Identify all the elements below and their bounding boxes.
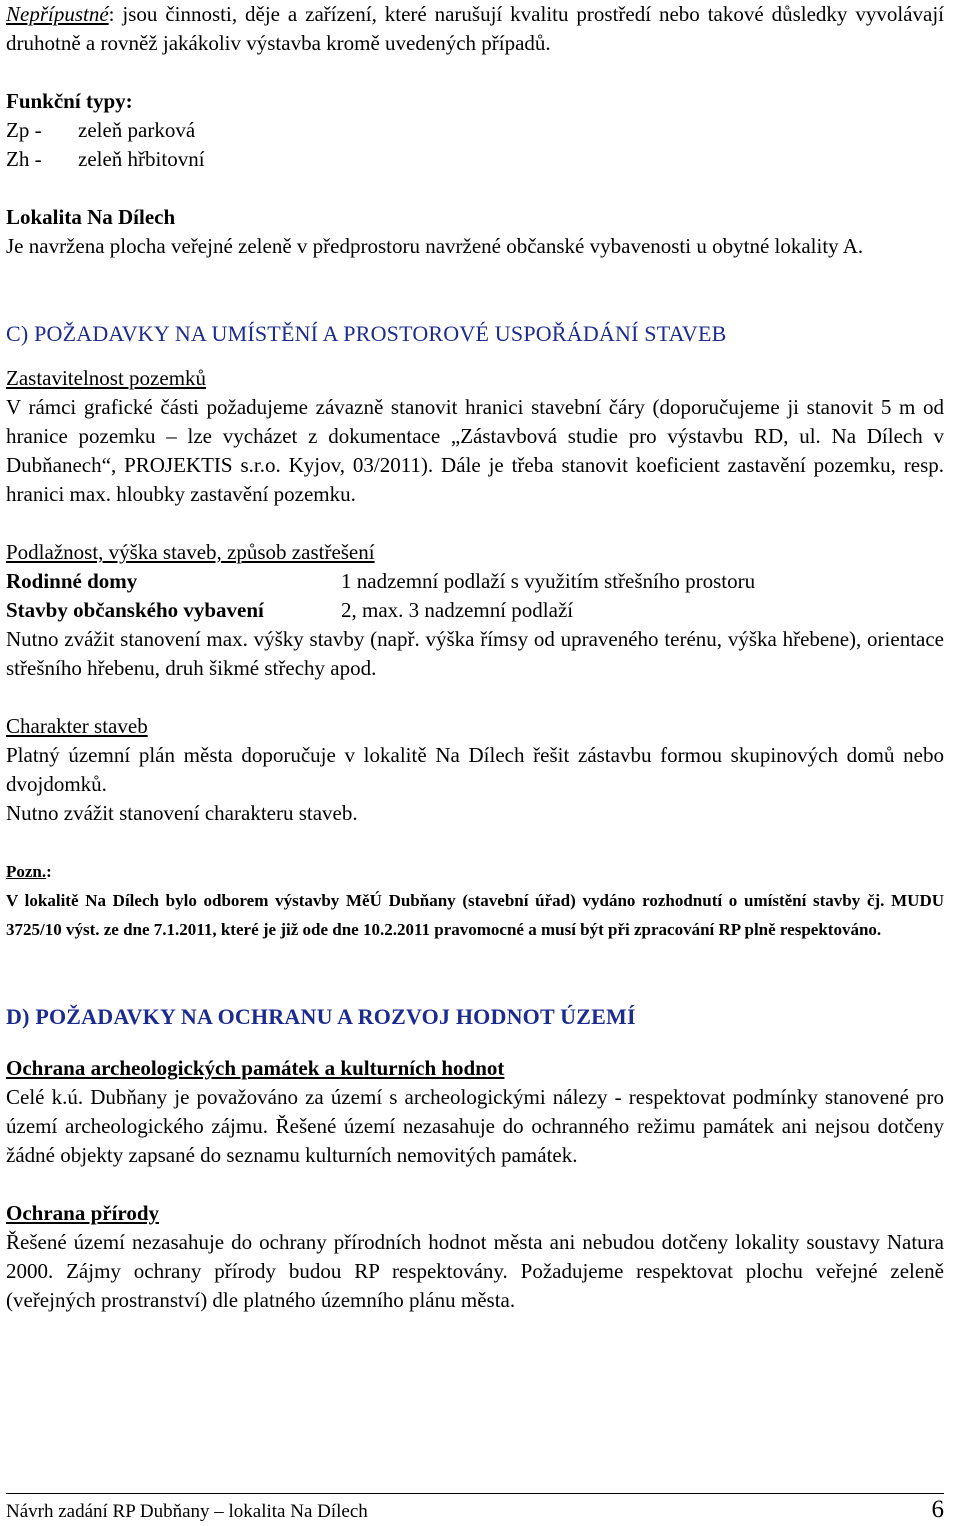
- floors-row-label: Rodinné domy: [6, 569, 138, 593]
- functional-type-label: zeleň hřbitovní: [78, 147, 205, 171]
- functional-type-code: Zh -: [6, 147, 42, 171]
- document-page: [6, 0, 944, 1315]
- character-heading: Charakter staveb: [6, 714, 148, 738]
- locality-text: Je navržena plocha veřejné zeleně v předprostoru navržené občanské vybavenosti u obytné lokality A.: [6, 234, 864, 258]
- functional-types-heading: Funkční typy:: [6, 89, 133, 113]
- floors-row: [6, 567, 944, 596]
- intro-label: Nepřípustné: [6, 2, 109, 26]
- locality-heading: Lokalita Na Dílech: [6, 205, 176, 229]
- floors-row: [6, 596, 944, 625]
- buildability-text: V rámci grafické části požadujeme závazně stanovit hranici stavební čáry (doporučujeme ji stanovit 5 m od hranice pozemku – lze vycházet z dokumentace „Zástavbová studie pro výstavbu RD, ul. Na Dílech v Dubňanech“, PROJEKTIS s.r.o. Kyjov, 03/2011). Dále je třeba stanovit koeficient zastavění pozemku, resp. hranici max. hloubky zastavění pozemku.: [6, 395, 944, 506]
- note-text: V lokalitě Na Dílech bylo odborem výstavby MěÚ Dubňany (stavební úřad) vydáno rozhodnutí o umístění stavby čj. MUDU 3725/10 výst. ze dne 7.1.2011, které je již ode dne 10.2.2011 pravomocné a musí být při zpracování RP plně respektováno.: [6, 891, 944, 939]
- buildability-heading: Zastavitelnost pozemků: [6, 366, 207, 390]
- note-label: Pozn.: [6, 862, 47, 881]
- floors-heading: Podlažnost, výška staveb, způsob zastřešení: [6, 540, 375, 564]
- floors-text: Nutno zvážit stanovení max. výšky stavby (např. výška římsy od upraveného terénu, výška hřebene), orientace střešního hřebenu, druh šikmé střechy apod.: [6, 627, 944, 680]
- nature-heading: Ochrana přírody: [6, 1201, 160, 1225]
- floors-row-value: 2, max. 3 nadzemní podlaží: [341, 598, 574, 622]
- intro-paragraph: [6, 0, 944, 58]
- page-number: 6: [931, 1496, 944, 1523]
- archaeology-text: Celé k.ú. Dubňany je považováno za území s archeologickými nálezy - respektovat podmínky stanovené pro území archeologického zájmu. Řešené území nezasahuje do ochranného režimu památek ani nejsou dotčeny žádné objekty zapsané do seznamu kulturních nemovitých památek.: [6, 1085, 944, 1167]
- section-c-title: C) POŽADAVKY NA UMÍSTĚNÍ A PROSTOROVÉ USPOŘÁDÁNÍ STAVEB: [6, 321, 727, 346]
- archaeology-heading: Ochrana archeologických památek a kulturních hodnot: [6, 1056, 505, 1080]
- character-text-2: Nutno zvážit stanovení charakteru staveb.: [6, 801, 358, 825]
- footer-divider: [6, 1493, 944, 1494]
- functional-type-item: [6, 116, 944, 145]
- section-d-title: D) POŽADAVKY NA OCHRANU A ROZVOJ HODNOT ÚZEMÍ: [6, 1004, 636, 1029]
- nature-text: Řešené území nezasahuje do ochrany přírodních hodnot města ani nebudou dotčeny lokality soustavy Natura 2000. Zájmy ochrany přírody budou RP respektovány. Požadujeme respektovat plochu veřejné zeleně (veřejných prostranství) dle platného územního plánu města.: [6, 1230, 944, 1312]
- character-text: Platný územní plán města doporučuje v lokalitě Na Dílech řešit zástavbu formou skupinových domů nebo dvojdomků.: [6, 743, 944, 796]
- functional-type-code: Zp -: [6, 118, 42, 142]
- intro-text: : jsou činnosti, děje a zařízení, které narušují kvalitu prostředí nebo takové důsledky vyvolávají druhotně a rovněž jakákoliv výstavba kromě uvedených případů.: [6, 2, 944, 55]
- footer-title: Návrh zadání RP Dubňany – lokalita Na Dílech: [6, 1501, 368, 1522]
- functional-type-item: [6, 145, 944, 174]
- page-footer: [6, 1495, 944, 1526]
- note-colon: :: [46, 862, 52, 881]
- floors-row-label: Stavby občanského vybavení: [6, 598, 264, 622]
- note-label-line: [6, 857, 944, 886]
- functional-type-label: zeleň parková: [78, 118, 196, 142]
- floors-row-value: 1 nadzemní podlaží s využitím střešního prostoru: [341, 569, 756, 593]
